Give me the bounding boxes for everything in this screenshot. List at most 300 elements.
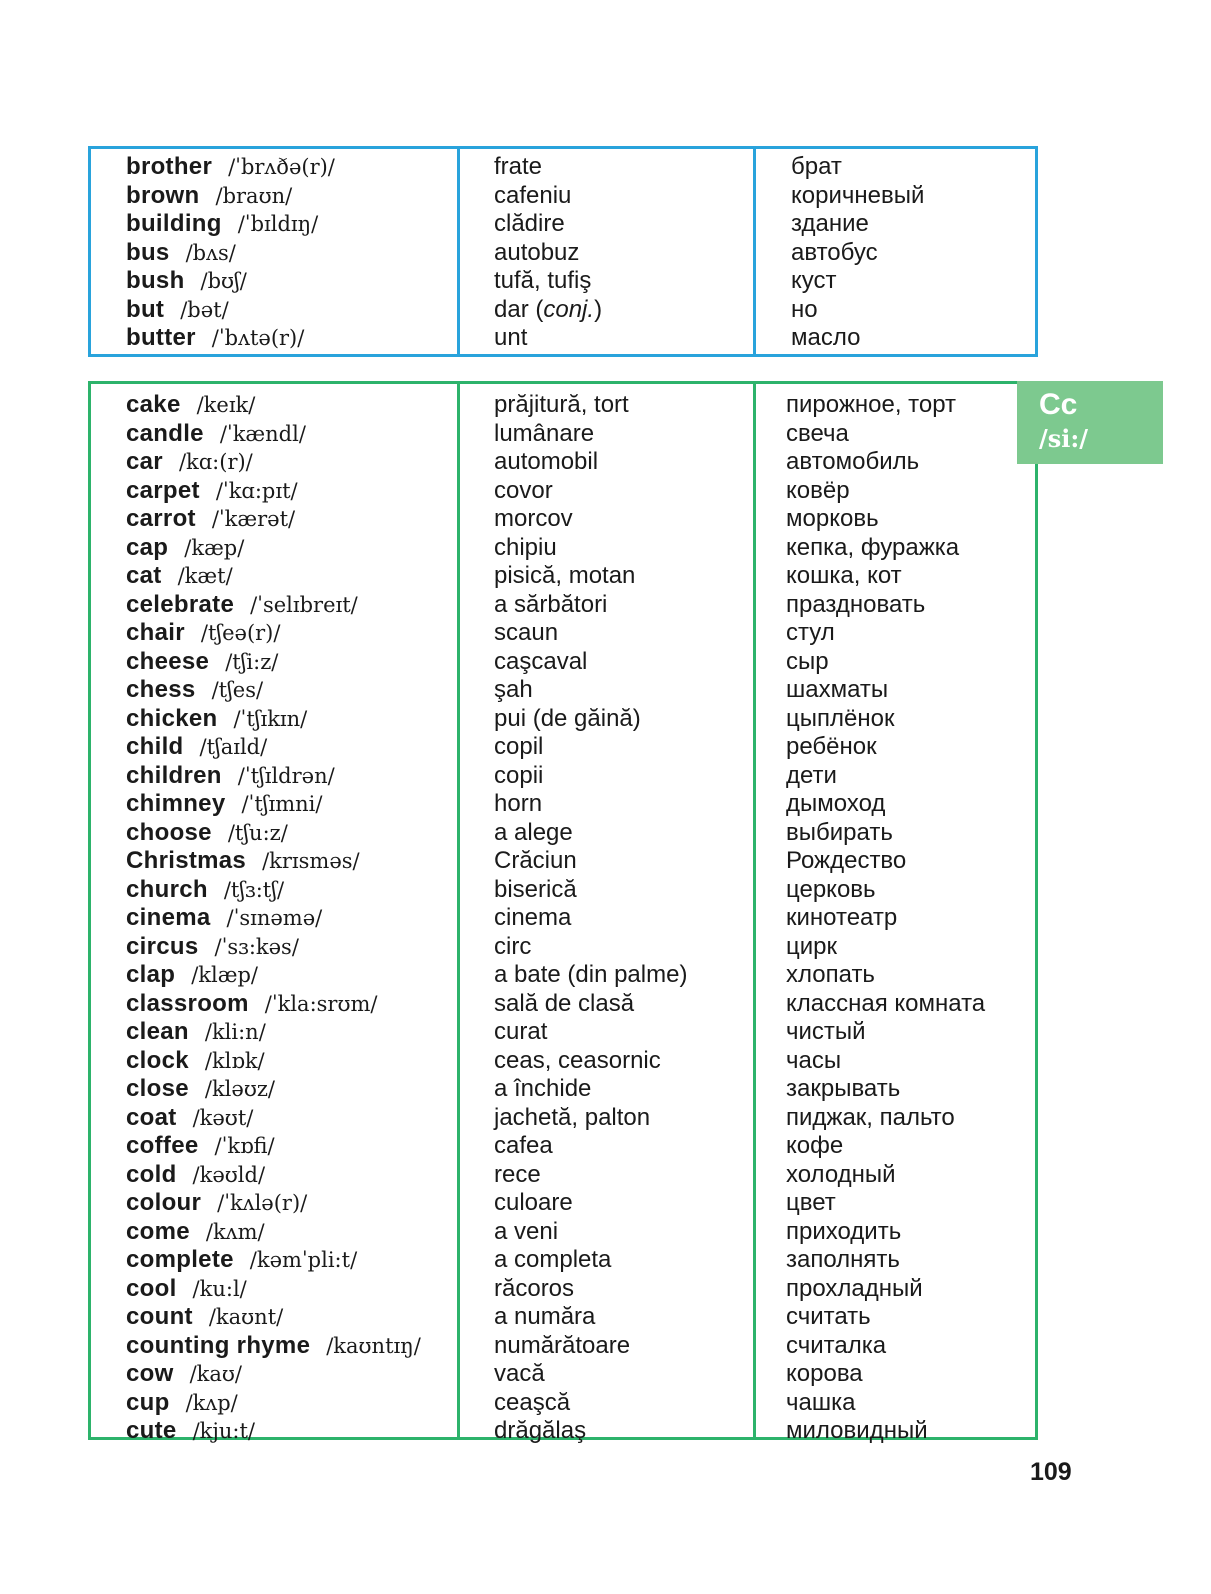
russian-translation: кинотеатр <box>786 904 898 931</box>
russian-translation: выбирать <box>786 818 893 846</box>
list-item: dar (conj.) <box>494 295 603 323</box>
romanian-column <box>494 391 687 1446</box>
letter-tab <box>1017 381 1163 464</box>
russian-translation: цыплёнок <box>786 704 895 732</box>
transcription: /kəʊt/ <box>192 1105 254 1130</box>
list-item <box>786 391 985 420</box>
russian-translation: стул <box>786 619 835 646</box>
transcription: /kaʊ/ <box>189 1362 242 1386</box>
transcription: /bʌs/ <box>185 240 236 265</box>
headword: colour <box>126 1189 202 1216</box>
headword: circus <box>126 932 199 960</box>
list-item <box>494 391 687 420</box>
russian-translation: Рождество <box>786 847 907 874</box>
headword: complete <box>126 1246 234 1273</box>
headword: coffee <box>126 1132 199 1159</box>
russian-translation: дымоход <box>786 790 886 817</box>
headword: cake <box>126 391 181 418</box>
headword: come <box>126 1217 190 1245</box>
list-item <box>786 1417 985 1446</box>
list-item <box>494 562 687 591</box>
russian-translation: дети <box>786 761 837 789</box>
russian-translation: холодный <box>786 1160 896 1188</box>
russian-translation: чистый <box>786 1018 866 1045</box>
list-item <box>791 324 924 353</box>
list-item <box>126 1047 421 1076</box>
russian-translation: цвет <box>786 1189 836 1216</box>
romanian-translation: a completa <box>494 1246 612 1273</box>
romanian-translation: a număra <box>494 1303 596 1330</box>
russian-translation: автомобиль <box>786 448 920 475</box>
list-item <box>786 562 985 591</box>
romanian-translation: jachetă, palton <box>494 1103 651 1131</box>
list-item <box>786 933 985 962</box>
headword: cheese <box>126 647 210 675</box>
headword: chair <box>126 619 185 646</box>
russian-translation: здание <box>791 210 869 237</box>
list-item <box>494 1275 687 1304</box>
list-item <box>791 296 924 325</box>
romanian-translation: horn <box>494 790 543 817</box>
romanian-translation: culoare <box>494 1189 573 1216</box>
list-item <box>494 1332 687 1361</box>
headword: building <box>126 210 222 237</box>
list-item <box>126 876 421 905</box>
list-item <box>126 1417 421 1446</box>
list-item <box>786 1132 985 1161</box>
romanian-translation: frate <box>494 153 543 180</box>
list-item <box>494 1389 687 1418</box>
list-item <box>494 153 602 182</box>
list-item <box>126 505 421 534</box>
romanian-translation: sală de clasă <box>494 989 635 1017</box>
list-item <box>126 239 335 268</box>
headword: cool <box>126 1274 177 1302</box>
headword: classroom <box>126 989 249 1017</box>
romanian-translation: şah <box>494 676 533 703</box>
list-item <box>786 1104 985 1133</box>
headword: chicken <box>126 704 218 732</box>
transcription: /ˈsɜ:kəs/ <box>214 934 299 959</box>
list-item <box>494 733 687 762</box>
transcription: /ku:l/ <box>192 1276 247 1301</box>
headword: clock <box>126 1046 189 1074</box>
headword: cold <box>126 1160 177 1188</box>
romanian-translation: morcov <box>494 505 573 532</box>
russian-translation: считать <box>786 1303 871 1330</box>
russian-translation: приходить <box>786 1217 902 1245</box>
list-item <box>494 534 687 563</box>
tab-pronunciation: /si:/ <box>1039 424 1089 453</box>
russian-translation: праздновать <box>786 590 926 618</box>
transcription: /ˈtʃɪldrən/ <box>237 763 335 788</box>
list-item <box>786 790 985 819</box>
list-item <box>126 1075 421 1104</box>
list-item <box>494 1018 687 1047</box>
romanian-translation: copil <box>494 733 544 760</box>
list-item <box>786 762 985 791</box>
russian-translation: прохладный <box>786 1274 923 1302</box>
romanian-translation: vacă <box>494 1360 545 1387</box>
list-item <box>126 182 335 211</box>
romanian-translation: autobuz <box>494 238 580 266</box>
transcription: /kæt/ <box>177 564 233 588</box>
list-item <box>126 990 421 1019</box>
list-item <box>786 1332 985 1361</box>
romanian-translation: a veni <box>494 1217 559 1245</box>
tab-letter: Cc <box>1039 388 1078 421</box>
list-item <box>126 1332 421 1361</box>
transcription: /kju:t/ <box>192 1419 255 1443</box>
headword: carrot <box>126 505 196 532</box>
list-item <box>126 819 421 848</box>
list-item <box>126 705 421 734</box>
russian-translation: чашка <box>786 1388 856 1416</box>
list-item <box>494 1246 687 1275</box>
transcription: /kʌm/ <box>205 1219 265 1244</box>
romanian-translation: ceas, ceasornic <box>494 1046 661 1074</box>
list-item <box>126 1161 421 1190</box>
list-item <box>494 1417 687 1446</box>
romanian-translation: clădire <box>494 210 565 237</box>
list-item <box>494 648 687 677</box>
list-item <box>786 961 985 990</box>
transcription: /krɪsməs/ <box>262 849 360 873</box>
headword: children <box>126 761 222 789</box>
column-divider <box>753 149 756 354</box>
russian-translation: корова <box>786 1360 863 1387</box>
list-item <box>126 619 421 648</box>
list-item <box>494 1161 687 1190</box>
list-item <box>786 1275 985 1304</box>
list-item <box>786 648 985 677</box>
list-item <box>786 448 985 477</box>
transcription: /kaʊnt/ <box>208 1305 284 1329</box>
list-item <box>126 790 421 819</box>
headword: cat <box>126 562 162 589</box>
romanian-translation: copii <box>494 761 544 789</box>
list-item <box>494 182 602 211</box>
list-item <box>494 210 602 239</box>
headword: brown <box>126 181 200 209</box>
list-item <box>494 790 687 819</box>
list-item <box>494 676 687 705</box>
list-item <box>126 676 421 705</box>
headword: choose <box>126 818 212 846</box>
list-item <box>126 904 421 933</box>
list-item <box>126 324 335 353</box>
russian-translation: классная комната <box>786 989 986 1017</box>
list-item <box>126 1246 421 1275</box>
column-divider <box>457 149 460 354</box>
romanian-translation: pui (de găină) <box>494 704 641 732</box>
list-item <box>126 1389 421 1418</box>
transcription: /tʃes/ <box>211 678 264 702</box>
russian-translation: шахматы <box>786 676 889 703</box>
romanian-translation: Crăciun <box>494 847 577 874</box>
list-item <box>786 1360 985 1389</box>
headword: clap <box>126 961 176 988</box>
transcription: /ˈkærət/ <box>211 507 296 531</box>
english-column <box>126 153 335 353</box>
romanian-translation: automobil <box>494 448 599 475</box>
headword: clean <box>126 1018 189 1045</box>
list-item <box>791 153 924 182</box>
list-item <box>126 562 421 591</box>
list-item <box>791 182 924 211</box>
transcription: /tʃu:z/ <box>227 820 288 845</box>
list-item <box>494 847 687 876</box>
russian-translation: куст <box>791 267 837 294</box>
list-item <box>126 391 421 420</box>
headword: coat <box>126 1103 177 1131</box>
list-item <box>786 420 985 449</box>
list-item <box>494 1104 687 1133</box>
list-item <box>494 1189 687 1218</box>
list-item <box>786 1075 985 1104</box>
headword: celebrate <box>126 590 235 618</box>
list-item <box>494 324 602 353</box>
list-item <box>494 477 687 506</box>
list-item <box>786 876 985 905</box>
list-item <box>786 477 985 506</box>
headword: candle <box>126 419 204 447</box>
headword: Christmas <box>126 847 247 874</box>
russian-translation: ребёнок <box>786 733 877 760</box>
romanian-translation: cinema <box>494 904 572 931</box>
headword: butter <box>126 324 196 351</box>
list-item <box>126 961 421 990</box>
transcription: /ˈbʌtə(r)/ <box>211 326 305 350</box>
list-item <box>126 420 421 449</box>
page-number: 109 <box>1030 1458 1072 1486</box>
russian-translation: закрывать <box>786 1075 901 1102</box>
list-item <box>494 619 687 648</box>
russian-translation: хлопать <box>786 961 875 988</box>
headword: count <box>126 1303 193 1330</box>
list-item <box>126 1275 421 1304</box>
list-item <box>494 267 602 296</box>
transcription: /bət/ <box>180 297 229 322</box>
russian-translation: часы <box>786 1046 842 1074</box>
russian-translation: заполнять <box>786 1246 900 1273</box>
list-item <box>786 1303 985 1332</box>
list-item <box>786 619 985 648</box>
transcription: /ˈtʃɪkɪn/ <box>233 706 308 731</box>
list-item <box>786 505 985 534</box>
russian-translation: сыр <box>786 647 829 675</box>
russian-translation: цирк <box>786 932 837 960</box>
transcription: /klæp/ <box>191 963 259 987</box>
transcription: /ˈkændl/ <box>219 421 306 446</box>
romanian-translation: a bate (din palme) <box>494 961 688 988</box>
list-item <box>494 762 687 791</box>
headword: car <box>126 448 163 475</box>
list-item <box>786 705 985 734</box>
list-item <box>494 1132 687 1161</box>
russian-translation: считалка <box>786 1331 887 1359</box>
list-item <box>786 534 985 563</box>
grammar-note: conj. <box>543 295 595 323</box>
transcription: /tʃeə(r)/ <box>200 621 281 645</box>
headword: close <box>126 1075 189 1102</box>
transcription: /ˈtʃɪmni/ <box>241 792 323 816</box>
transcription: /klɒk/ <box>204 1048 265 1073</box>
russian-translation: автобус <box>791 238 878 266</box>
list-item <box>494 1047 687 1076</box>
list-item <box>494 819 687 848</box>
list-item <box>786 1189 985 1218</box>
english-column <box>126 391 421 1446</box>
list-item <box>791 267 924 296</box>
transcription: /bʊʃ/ <box>200 269 247 293</box>
list-item <box>126 1132 421 1161</box>
russian-translation: но <box>791 295 818 323</box>
list-item <box>494 933 687 962</box>
romanian-translation: drăgălaş <box>494 1417 587 1444</box>
transcription: /kɑ:(r)/ <box>178 450 253 474</box>
list-item <box>494 1218 687 1247</box>
romanian-translation: prăjitură, tort <box>494 391 629 418</box>
headword: church <box>126 875 208 903</box>
transcription: /ˈbrʌðə(r)/ <box>228 155 335 179</box>
romanian-translation: a alege <box>494 818 573 846</box>
list-item <box>786 733 985 762</box>
russian-translation: свеча <box>786 419 849 447</box>
list-item <box>786 1047 985 1076</box>
russian-translation: кепка, фуражка <box>786 533 960 561</box>
list-item <box>786 904 985 933</box>
romanian-translation: tufă, tufiş <box>494 267 592 294</box>
transcription: /braʊn/ <box>215 183 293 208</box>
headword: cup <box>126 1388 170 1416</box>
romanian-translation: dar <box>494 295 529 323</box>
headword: chess <box>126 676 196 703</box>
list-item <box>494 1303 687 1332</box>
list-item <box>786 1018 985 1047</box>
list-item <box>494 448 687 477</box>
transcription: /kaʊntɪŋ/ <box>326 1333 421 1358</box>
list-item <box>126 733 421 762</box>
list-item <box>494 705 687 734</box>
transcription: /tʃi:z/ <box>225 649 279 674</box>
list-item <box>494 420 687 449</box>
list-item <box>786 1389 985 1418</box>
russian-translation: морковь <box>786 505 879 532</box>
list-item <box>786 990 985 1019</box>
list-item <box>126 477 421 506</box>
russian-translation: миловидный <box>786 1417 928 1444</box>
transcription: /kəmˈpli:t/ <box>249 1248 358 1272</box>
romanian-translation: unt <box>494 324 528 351</box>
headword: cap <box>126 533 169 561</box>
list-item <box>786 591 985 620</box>
romanian-translation: caşcaval <box>494 647 588 675</box>
transcription: /kləʊz/ <box>204 1077 275 1101</box>
list-item <box>126 1218 421 1247</box>
list-item <box>126 153 335 182</box>
headword: brother <box>126 153 213 180</box>
transcription: /ˈsɪnəmə/ <box>226 906 323 930</box>
transcription: /kʌp/ <box>185 1390 238 1415</box>
transcription: /ˈkla:srʊm/ <box>264 991 378 1016</box>
list-item <box>126 267 335 296</box>
transcription: /kli:n/ <box>204 1020 266 1044</box>
headword: child <box>126 733 184 760</box>
list-item <box>786 1218 985 1247</box>
list-item <box>791 239 924 268</box>
russian-column <box>791 153 924 353</box>
transcription: /kæp/ <box>184 535 245 560</box>
list-item <box>126 648 421 677</box>
russian-translation: пиджак, пальто <box>786 1103 955 1131</box>
russian-column <box>786 391 985 1446</box>
headword: bush <box>126 267 185 294</box>
list-item <box>494 1360 687 1389</box>
list-item <box>494 239 602 268</box>
headword: cute <box>126 1417 177 1444</box>
column-divider <box>457 384 460 1437</box>
headword: counting rhyme <box>126 1331 311 1359</box>
romanian-translation: cafeniu <box>494 181 572 209</box>
russian-translation: масло <box>791 324 861 351</box>
russian-translation: коричневый <box>791 181 925 209</box>
list-item <box>786 819 985 848</box>
headword: bus <box>126 238 170 266</box>
russian-translation: ковёр <box>786 476 850 504</box>
romanian-translation: circ <box>494 932 532 960</box>
romanian-translation: cafea <box>494 1132 553 1159</box>
headword: but <box>126 295 165 323</box>
transcription: /kəʊld/ <box>192 1162 266 1187</box>
romanian-translation: pisică, motan <box>494 562 636 589</box>
romanian-translation: chipiu <box>494 533 557 561</box>
list-item <box>786 676 985 705</box>
romanian-translation: răcoros <box>494 1274 575 1302</box>
list-item <box>786 847 985 876</box>
list-item <box>494 904 687 933</box>
list-item <box>494 505 687 534</box>
transcription: /ˈkɑ:pɪt/ <box>215 478 298 503</box>
list-item <box>126 1303 421 1332</box>
list-item <box>126 448 421 477</box>
russian-translation: кофе <box>786 1132 844 1159</box>
list-item <box>791 210 924 239</box>
headword: cinema <box>126 904 211 931</box>
romanian-translation: scaun <box>494 619 559 646</box>
transcription: /ˈkʌlə(r)/ <box>217 1191 308 1215</box>
romanian-translation: rece <box>494 1160 541 1188</box>
romanian-translation: curat <box>494 1018 548 1045</box>
russian-translation: пирожное, торт <box>786 391 957 418</box>
romanian-translation: a închide <box>494 1075 592 1102</box>
romanian-column <box>494 153 602 353</box>
russian-translation: брат <box>791 153 842 180</box>
column-divider <box>753 384 756 1437</box>
list-item <box>126 847 421 876</box>
list-item <box>126 933 421 962</box>
vocab-table-c <box>88 381 1038 1444</box>
headword: carpet <box>126 476 200 504</box>
vocab-table-b <box>88 146 1038 357</box>
romanian-translation: lumânare <box>494 419 595 447</box>
list-item <box>126 591 421 620</box>
list-item <box>126 210 335 239</box>
list-item <box>494 1075 687 1104</box>
list-item <box>126 1018 421 1047</box>
romanian-translation: a sărbători <box>494 590 608 618</box>
list-item <box>494 591 687 620</box>
